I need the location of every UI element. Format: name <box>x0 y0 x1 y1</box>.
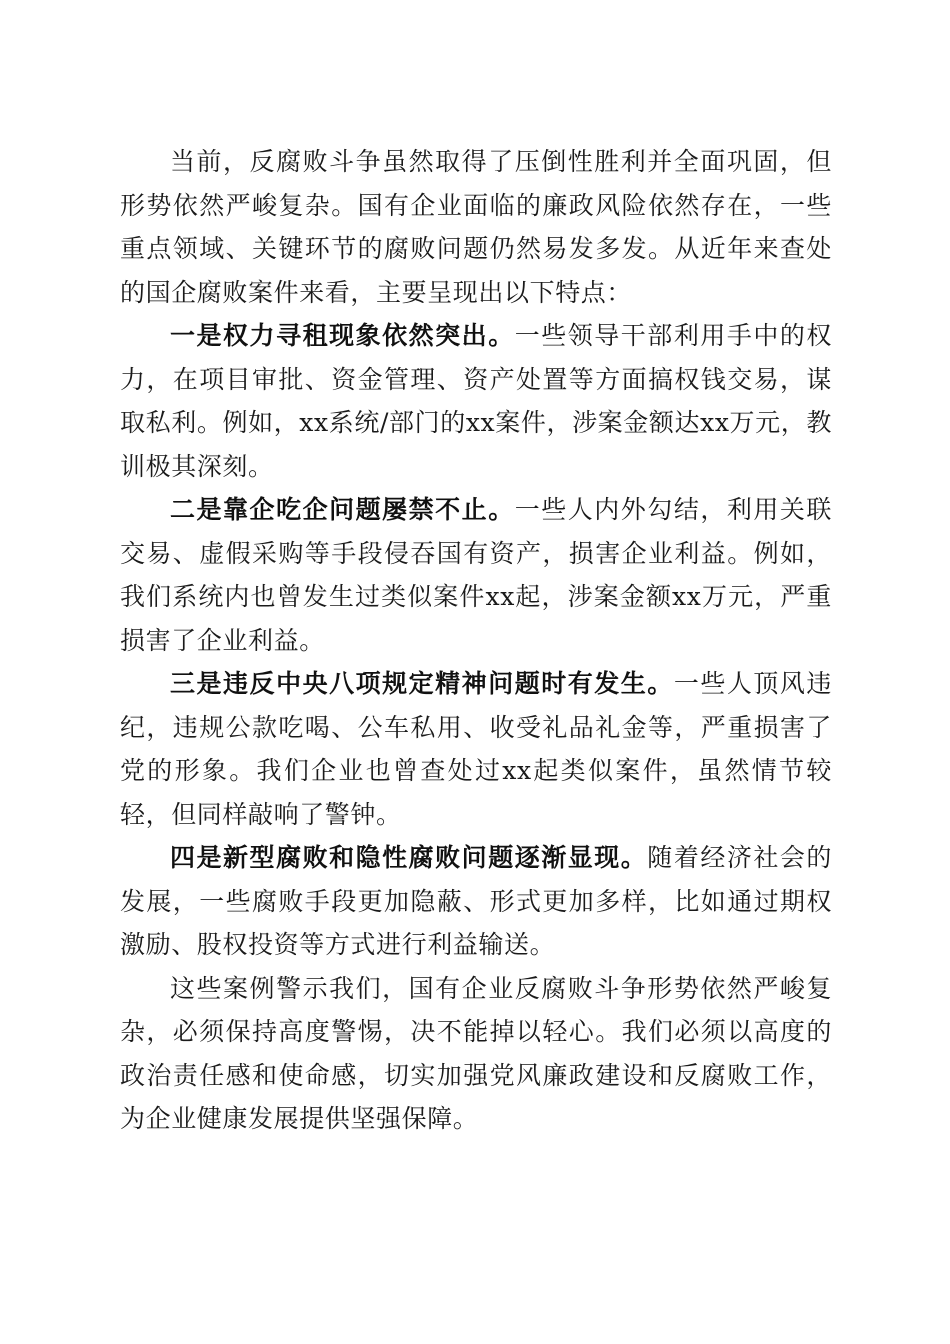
paragraph-text: 一些人内外勾结，利用关联交易、虚假采购等手段侵吞国有资产，损害企业利益。例如，我们系统内也曾发生过类似案件xx起，涉案金额xx万元，严重损害了企业利益。 <box>120 495 832 655</box>
paragraph-text: 一些人顶风违纪，违规公款吃喝、公车私用、收受礼品礼金等，严重损害了党的形象。我们企业也曾查处过xx起类似案件，虽然情节较轻，但同样敲响了警钟。 <box>120 669 832 829</box>
paragraph-intro <box>120 140 832 314</box>
paragraph-text: 当前，反腐败斗争虽然取得了压倒性胜利并全面巩固，但形势依然严峻复杂。国有企业面临的廉政风险依然存在，一些重点领域、关键环节的腐败问题仍然易发多发。从近年来查处的国企腐败案件来看，主要呈现出以下特点： <box>120 147 832 307</box>
paragraph-point-3 <box>120 662 832 836</box>
paragraph-lead: 三是违反中央八项规定精神问题时有发生。 <box>170 669 674 698</box>
paragraph-lead: 二是靠企吃企问题屡禁不止。 <box>170 495 515 524</box>
paragraph-lead: 一是权力寻租现象依然突出。 <box>170 321 515 350</box>
document-body <box>120 140 832 1141</box>
paragraph-point-1 <box>120 314 832 488</box>
paragraph-lead: 四是新型腐败和隐性腐败问题逐渐显现。 <box>170 843 648 872</box>
paragraph-text: 随着经济社会的发展，一些腐败手段更加隐蔽、形式更加多样，比如通过期权激励、股权投资等方式进行利益输送。 <box>120 843 832 959</box>
paragraph-text: 一些领导干部利用手中的权力，在项目审批、资金管理、资产处置等方面搞权钱交易，谋取私利。例如，xx系统/部门的xx案件，涉案金额达xx万元，教训极其深刻。 <box>120 321 832 481</box>
paragraph-conclusion <box>120 967 832 1141</box>
paragraph-point-4 <box>120 836 832 967</box>
paragraph-point-2 <box>120 488 832 662</box>
paragraph-text: 这些案例警示我们，国有企业反腐败斗争形势依然严峻复杂，必须保持高度警惕，决不能掉以轻心。我们必须以高度的政治责任感和使命感，切实加强党风廉政建设和反腐败工作，为企业健康发展提供坚强保障。 <box>120 973 832 1133</box>
